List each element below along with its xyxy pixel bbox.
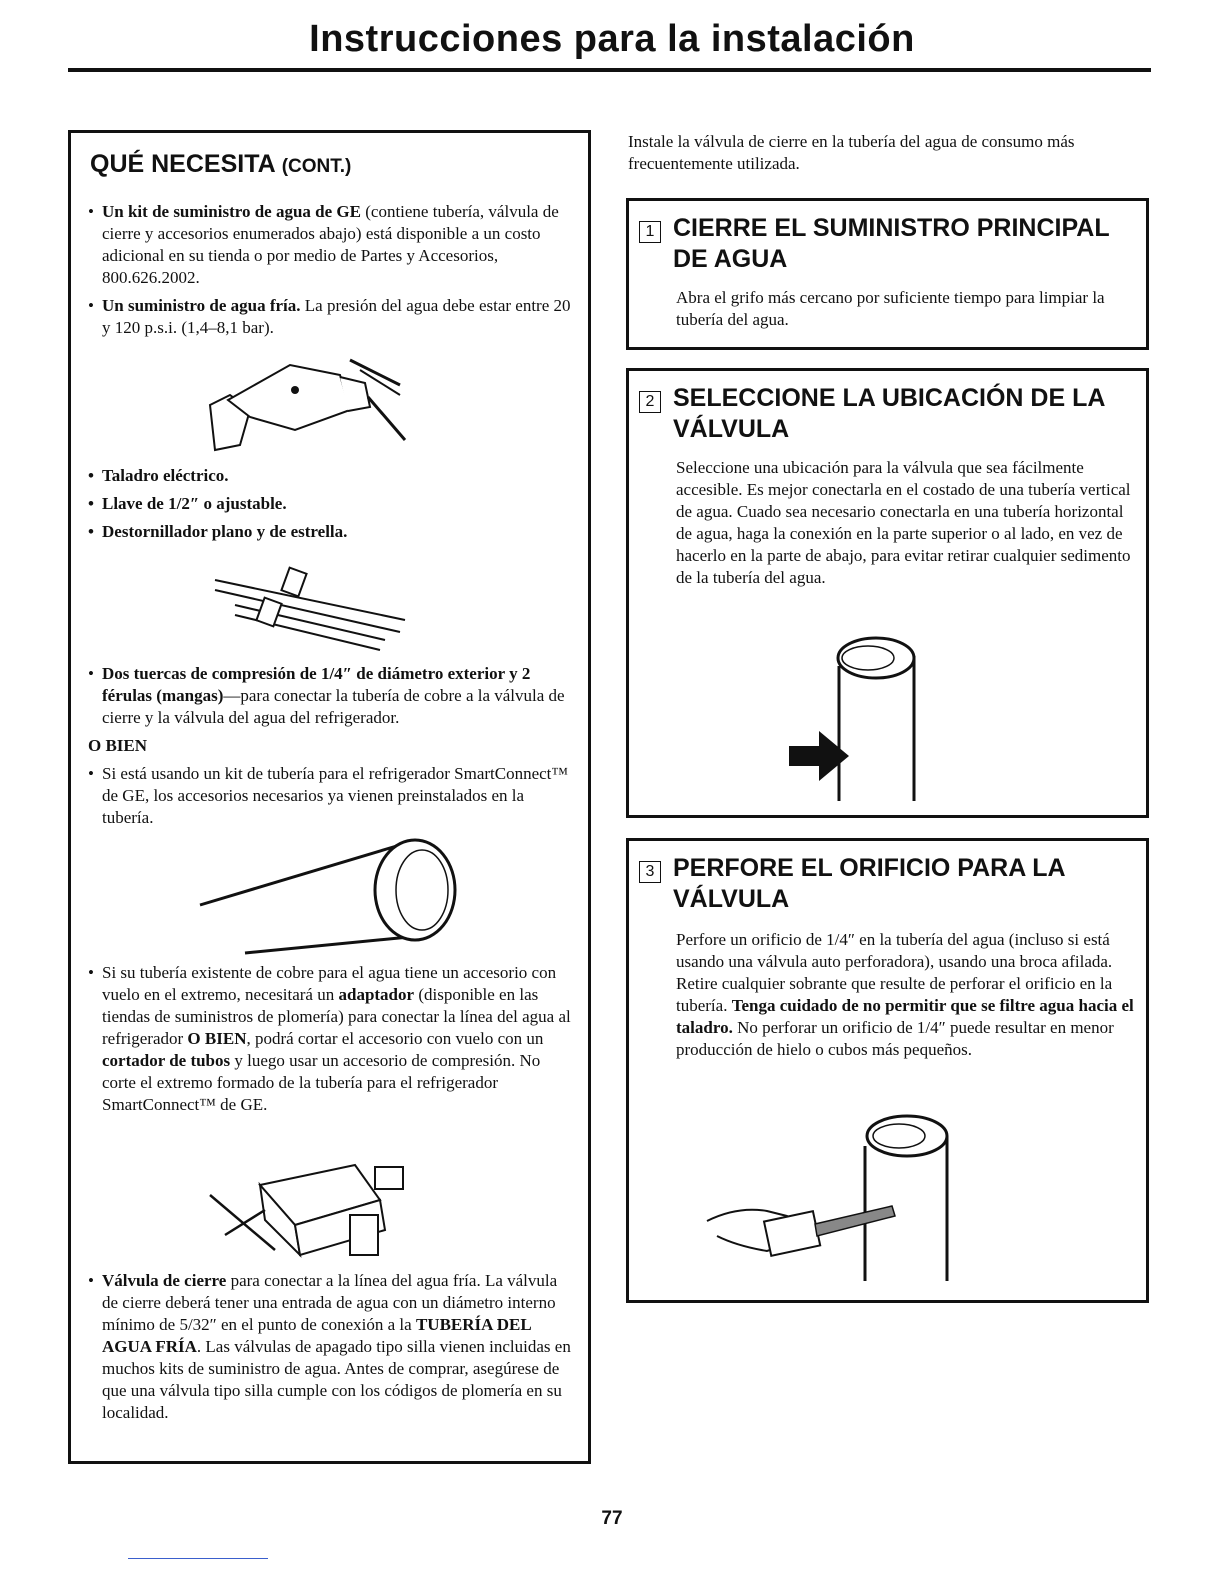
adapter-bold-1: adaptador [338, 985, 415, 1004]
step-1-number: 1 [639, 221, 661, 243]
step-3-body [676, 929, 1136, 1061]
list-item-valve: • Válvula de cierre para conectar a la línea del agua fría. La válvula de cierre deberá tener una entrada de agua con un diámetro interno mínimo de 5/32″ en el punto de conexión a la TUBERÍA DEL AGUA FRÍA. Las válvulas de apagado tipo silla vienen incluidas en muchos kits de suministro de agua. Antes de comprar, asegúrese de que una válvula tipo silla cumple con los códigos de plomería en su localidad. [88, 1271, 571, 1422]
step-2-title: SELECCIONE LA UBICACIÓN DE LA VÁLVULA [673, 384, 1105, 443]
step-3-warning: Tenga cuidado de no permitir que se filtre agua hacia el taladro. [676, 996, 1134, 1037]
page-number: 77 [601, 1508, 623, 1529]
list-item-water: • Un suministro de agua fría. La presión del agua debe estar entre 20 y 120 p.s.i. (1,4–8,1 bar). [88, 296, 571, 337]
adapter-bold-2: O BIEN [187, 1029, 247, 1048]
adapter-text-3: , podrá cortar el accesorio con vuelo con un [246, 1029, 544, 1048]
tool-screwdriver: Destornillador plano y de estrella. [102, 522, 348, 541]
smartconnect-text: Si está usando un kit de tubería para el refrigerador SmartConnect™ de GE, los accesorios necesarios ya vienen preinstalados en la tubería. [102, 764, 569, 827]
valve-text-2: . Las válvulas de apagado tipo silla vienen incluidas en muchos kits de suministro de agua. Antes de comprar, asegúrese de que una válvula tipo silla cumple con los códigos de plomería en su localidad. [102, 1337, 571, 1422]
step-3-number: 3 [639, 861, 661, 883]
adapter-bold-3: cortador de tubos [102, 1051, 231, 1070]
step-2-number: 2 [639, 391, 661, 413]
tubing-illustration [200, 835, 460, 960]
compression-nuts-illustration [205, 560, 415, 650]
drill-illustration [200, 355, 420, 455]
step-3-text-1: Perfore un orificio de 1/4″ en la tubería del agua (incluso si está usando una válvula auto perforadora), usando una broca afilada. Retire cualquier sobrante que resulte de perforar el orificio en la tubería. [676, 930, 1113, 1015]
page-title: Instrucciones para la instalación [309, 18, 915, 60]
step-3-text-2: No perforar un orificio de 1/4″ puede resultar en menor producción de hielo o cubos más pequeños. [676, 1018, 1114, 1059]
list-item-drill: • Taladro eléctrico. [88, 465, 574, 487]
drilling-illustration [707, 1106, 957, 1286]
step-2-body: Seleccione una ubicación para la válvula que sea fácilmente accesible. Es mejor conectarla en el costado de una tubería vertical de agua. Cuado sea necesario conectarla en una tubería horizontal de agua, haga la conexión en la parte superior o al lado, en vez de hacerlo en la parte de abajo, para evitar retirar cualquier sedimento de la tubería del agua. [676, 458, 1131, 587]
section-heading-suffix: (CONT.) [281, 156, 352, 177]
valve-bold-1: Válvula de cierre [102, 1271, 227, 1290]
list-item-kit: • Un kit de suministro de agua de GE (contiene tubería, válvula de cierre y accesorios enumerados abajo) está disponible a un costo adicional en su tienda o por medio de Partes y Accesorios, 800.626.2002. [88, 202, 559, 287]
nuts-label: Dos tuercas de compresión de 1/4″ de diámetro exterior y 2 férulas (mangas) [102, 664, 531, 705]
shutoff-valve-illustration [205, 1155, 420, 1260]
section-heading [90, 150, 351, 179]
list-item-smartconnect: • Si está usando un kit de tubería para el refrigerador SmartConnect™ de GE, los accesorios necesarios ya vienen preinstalados en la tubería. [88, 763, 574, 829]
step-3-title: PERFORE EL ORIFICIO PARA LA VÁLVULA [673, 854, 1065, 913]
title-rule [68, 68, 1151, 72]
step-2-box [626, 368, 1149, 818]
kit-text: (contiene tubería, válvula de cierre y accesorios enumerados abajo) está disponible a un costo adicional en su tienda o por medio de Partes y Accesorios, 800.626.2002. [102, 202, 559, 287]
adapter-text-1: Si su tubería existente de cobre para el agua tiene un accesorio con vuelo en el extremo, necesitará un [102, 963, 557, 1004]
adapter-text-4: y luego usar un accesorio de compresión. No corte el extremo formado de la tubería para el refrigerador SmartConnect™ de GE. [102, 1051, 541, 1114]
kit-label: Un kit de suministro de agua de GE [102, 202, 361, 221]
list-item-nuts: • Dos tuercas de compresión de 1/4″ de diámetro exterior y 2 férulas (mangas)—para conectar la tubería de cobre a la válvula de cierre y la válvula del agua del refrigerador. [88, 664, 565, 727]
water-text: La presión del agua debe estar entre 20 y 120 p.s.i. (1,4–8,1 bar). [102, 296, 571, 337]
step-1-box [626, 198, 1149, 350]
step-1-title: CIERRE EL SUMINISTRO PRINCIPAL DE AGUA [673, 214, 1110, 273]
o-bien-label: O BIEN [88, 736, 148, 755]
tool-wrench: Llave de 1/2″ o ajustable. [102, 494, 287, 513]
list-item-wrench: • Llave de 1/2″ o ajustable. [88, 493, 574, 515]
step-1-body: Abra el grifo más cercano por suficiente tiempo para limpiar la tubería del agua. [676, 288, 1105, 329]
section-heading-text: QUÉ NECESITA [90, 150, 275, 178]
step-3-box [626, 838, 1149, 1303]
vertical-pipe-illustration [784, 636, 924, 811]
nuts-text: —para conectar la tubería de cobre a la válvula de cierre y la válvula del agua del refrigerador. [102, 686, 565, 727]
list-item-screwdriver: • Destornillador plano y de estrella. [88, 521, 574, 543]
adapter-text-2: (disponible en las tiendas de suministros de plomería) para conectar la línea del agua al refrigerador [102, 985, 571, 1048]
list-item-adapter: • Si su tubería existente de cobre para el agua tiene un accesorio con vuelo en el extremo, necesitará un adaptador (disponible en las tiendas de suministros de plomería) para conectar la línea del agua al refrigerador O BIEN, podrá cortar el accesorio con vuelo con un cortador de tubos y luego usar un accesorio de compresión. No corte el extremo formado de la tubería para el refrigerador SmartConnect™ de GE. [88, 963, 571, 1114]
valve-bold-2: TUBERÍA DEL AGUA FRÍA [102, 1315, 531, 1356]
valve-text-1: para conectar a la línea del agua fría. La válvula de cierre deberá tener una entrada de agua con un diámetro interno mínimo de 5/32″ en el punto de conexión a la [102, 1271, 558, 1334]
footer-line [128, 1558, 268, 1559]
intro-text: Instale la válvula de cierre en la tubería del agua de consumo más frecuentemente utilizada. [628, 132, 1075, 173]
tool-drill: Taladro eléctrico. [102, 466, 229, 485]
water-label: Un suministro de agua fría. [102, 296, 301, 315]
